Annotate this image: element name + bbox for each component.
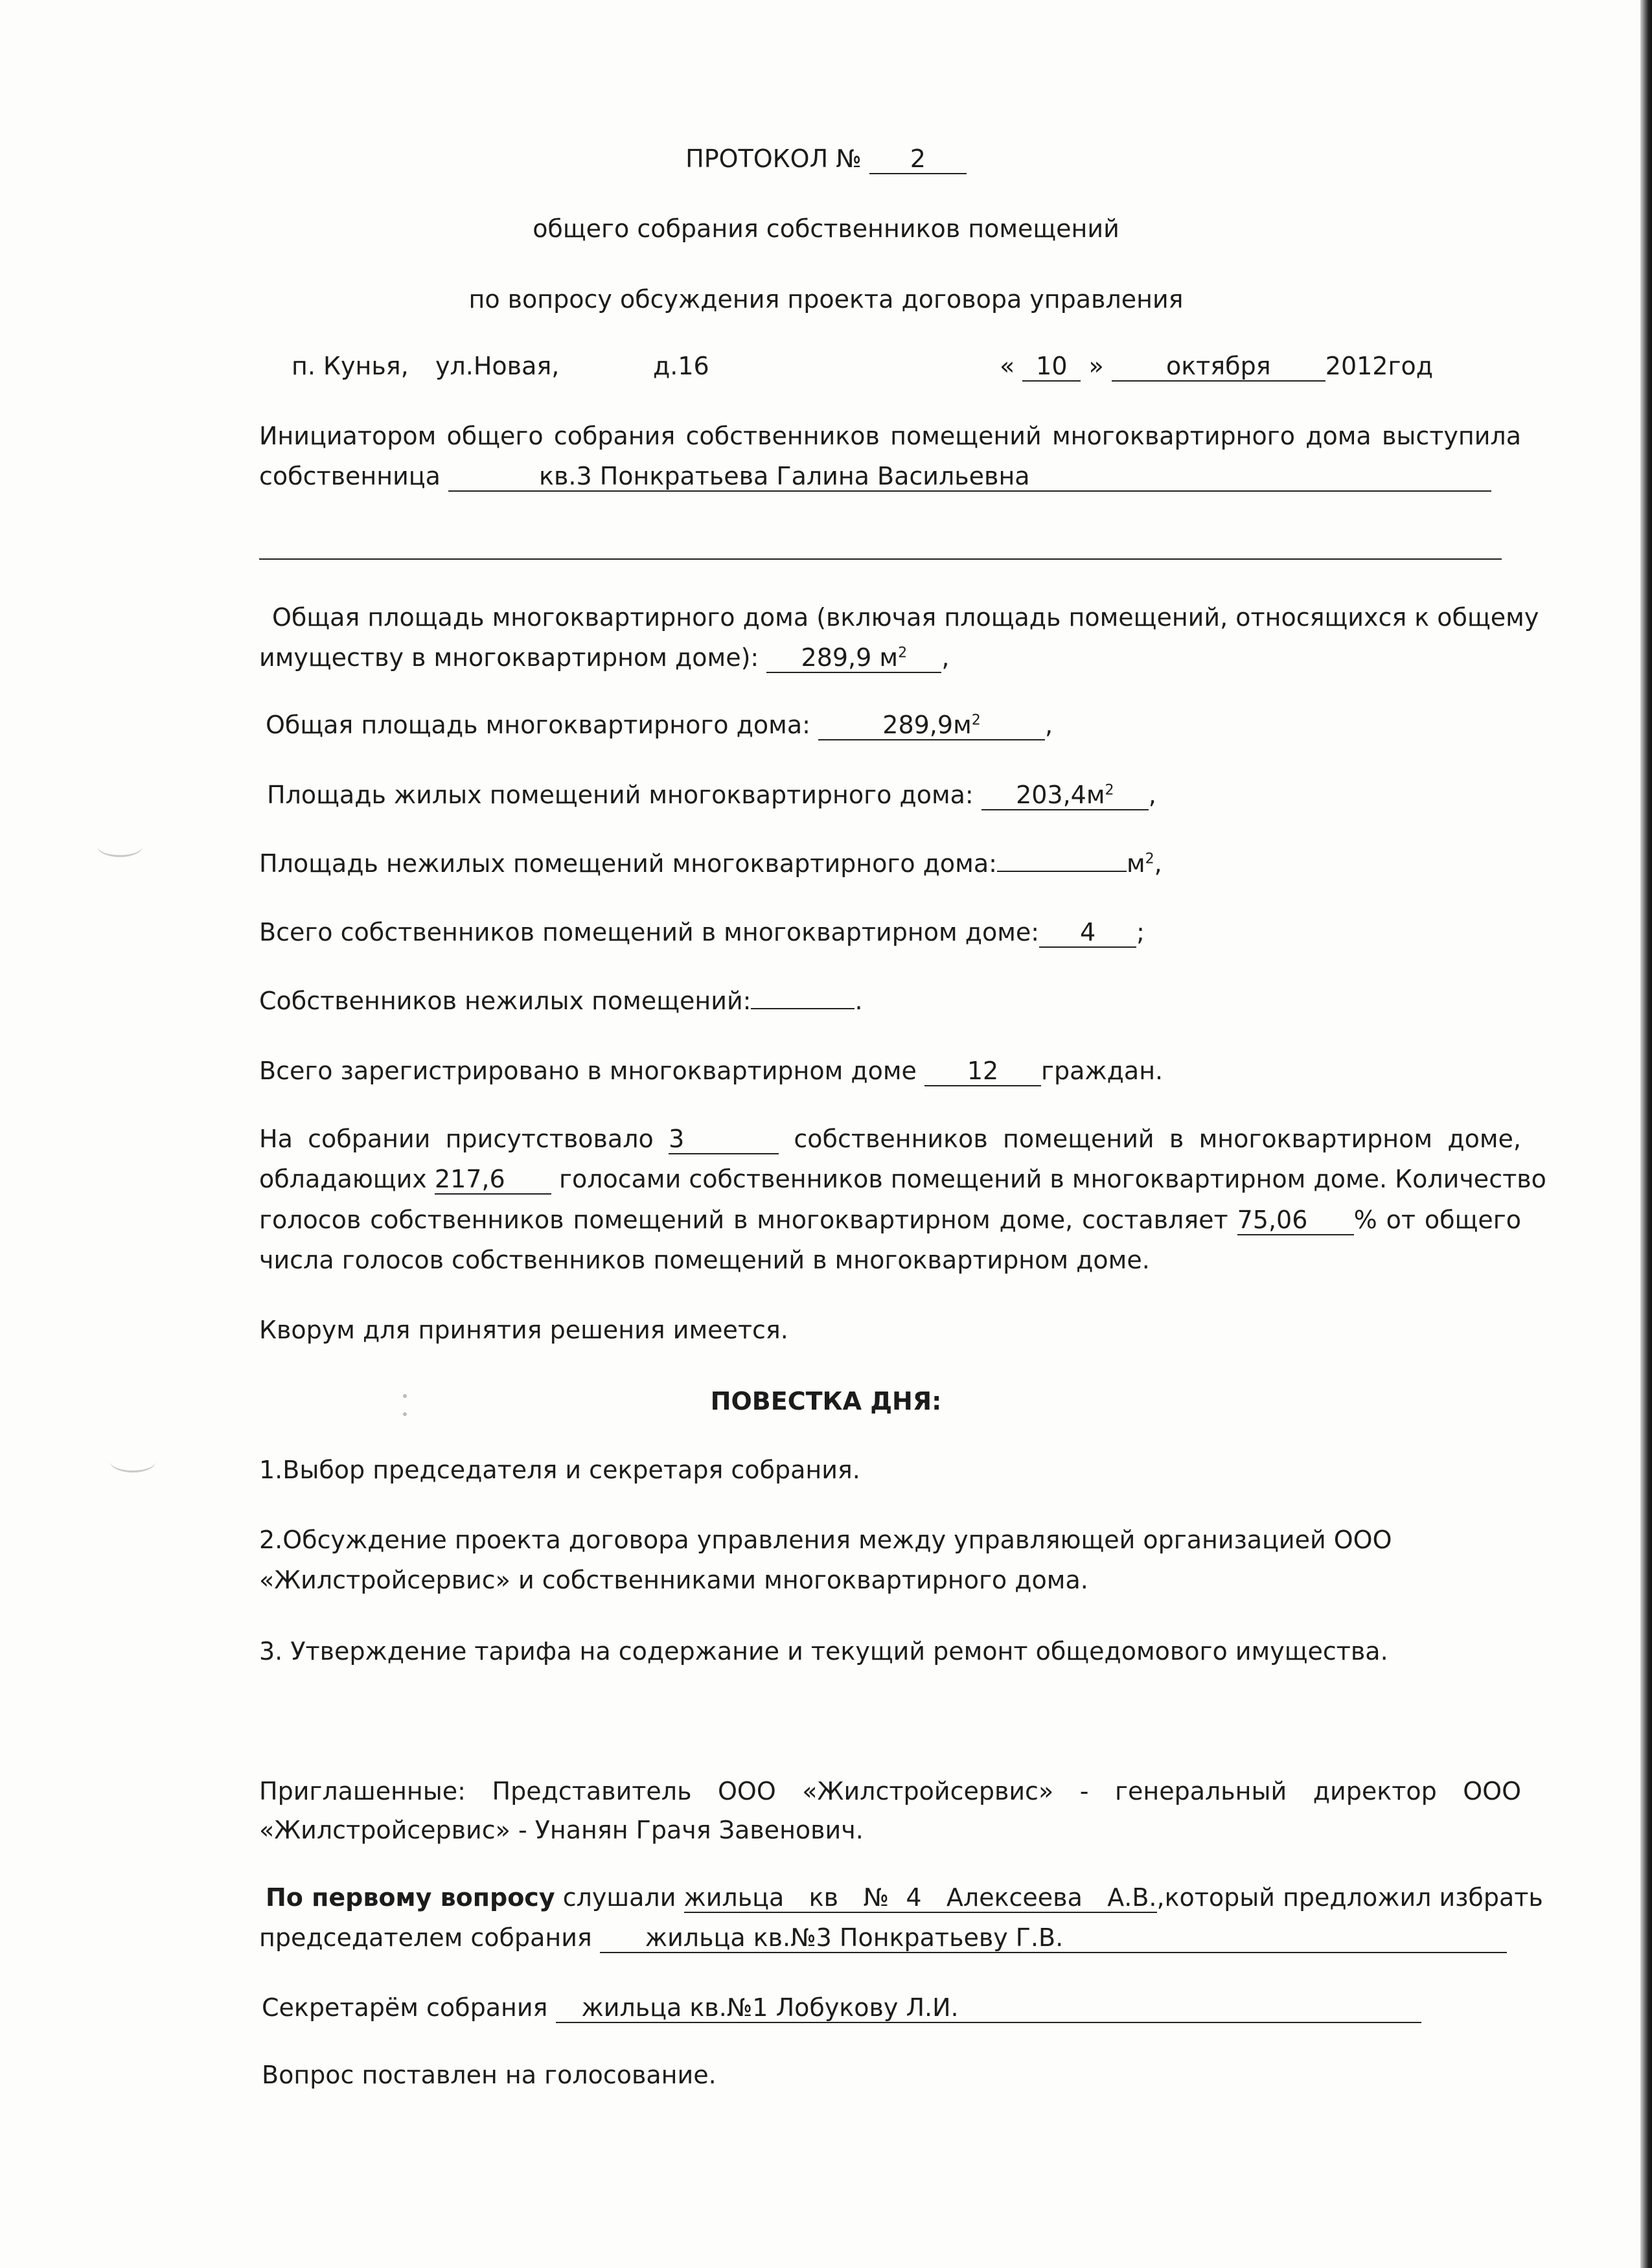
registered-value: 12 [924,1057,1041,1086]
area-total-incl-number: 289,9 м [801,643,899,672]
area-nonliving-sup: 2 [1145,851,1154,867]
area-total-suffix: , [1045,711,1053,739]
area-total-incl-line-1: Общая площадь многоквартирного дома (включая площадь помещений, относящихся к общему [272,603,1539,632]
meeting-date [1000,350,1433,382]
date-month: октября [1112,352,1325,382]
protocol-subtitle-1: общего собрания собственников помещений [533,214,1119,243]
scan-edge [1640,0,1652,2268]
first-question-line-1 [266,1881,1543,1914]
area-living-sup: 2 [1105,782,1114,799]
date-close-quote: » [1088,352,1104,380]
area-nonliving-suffix: , [1154,849,1162,878]
area-total-label: Общая площадь многоквартирного дома: [266,711,810,739]
address-house: д.16 [653,352,709,380]
percent-value: 75,06 [1237,1206,1354,1235]
percent-suffix: % от общего [1353,1206,1521,1234]
area-living-label: Площадь жилых помещений многоквартирного дома: [267,781,974,809]
attendance-prefix: На собрании присутствовало [259,1125,654,1153]
area-total-sup: 2 [971,712,981,729]
owners-nonliving-label: Собственников нежилых помещений: [259,987,751,1015]
scan-artifact [97,836,143,857]
secretary-name: жильца кв.№1 Лобукову Л.И. [556,1993,1421,2023]
owners-nonliving-suffix: . [855,987,863,1015]
scan-artifact [403,1412,407,1416]
chair-name: жильца кв.№3 Понкратьеву Г.В. [600,1923,1507,1953]
attendance-suffix: собственников помещений в многоквартирном доме, [794,1125,1521,1153]
attendance-line-3 [259,1204,1521,1236]
attendance-line-4: числа голосов собственников помещений в многоквартирном доме. [259,1246,1150,1274]
owners-total-suffix: ; [1136,918,1145,946]
owners-total-value: 4 [1039,918,1136,948]
votes-prefix: обладающих [259,1165,427,1193]
address-street: ул.Новая, [435,352,560,380]
owners-total-line [259,916,1145,948]
blank-underline [259,558,1502,560]
area-nonliving-line [259,847,1162,880]
address-settlement: п. Кунья, [292,352,409,380]
area-nonliving-label: Площадь нежилых помещений многоквартирного дома: [259,849,997,878]
secretary-prefix: Секретарём собрания [262,1993,548,2022]
agenda-item-2-line-1: 2.Обсуждение проекта договора управления между управляющей организацией ООО [259,1526,1392,1554]
area-living-value [981,781,1149,810]
votes-value: 217,6 [435,1165,551,1195]
attendance-owners-count: 3 [669,1125,779,1154]
agenda-heading: ПОВЕСТКА ДНЯ: [710,1387,942,1415]
area-nonliving-unit: м [1126,849,1145,878]
date-day: 10 [1022,352,1081,382]
first-question-heading: По первому вопросу [266,1883,555,1912]
agenda-item-3: 3. Утверждение тарифа на содержание и текущий ремонт общедомового имущества. [259,1637,1388,1666]
area-living-number: 203,4м [1016,781,1105,809]
attendance-line-2 [259,1163,1546,1195]
protocol-subtitle-2: по вопросу обсуждения проекта договора управления [468,285,1184,314]
area-total-incl-value [766,643,941,673]
area-total-incl-sup: 2 [898,645,908,661]
owners-total-label: Всего собственников помещений в многоквартирном доме: [259,918,1040,946]
invited-line-2: «Жилстройсервис» - Унанян Грачя Завенович. [259,1816,864,1844]
area-total-incl-suffix: , [941,643,950,672]
scan-artifact [110,1451,155,1472]
first-question-line-2 [259,1921,1507,1954]
invited-line-1: Приглашенные: Представитель ООО «Жилстройсервис» - генеральный директор ООО [259,1777,1521,1805]
vote-text: Вопрос поставлен на голосование. [262,2061,717,2089]
first-question-proposal: ,который предложил избрать [1156,1883,1543,1912]
owners-nonliving-line [259,985,863,1017]
registered-label: Всего зарегистрировано в многоквартирном доме [259,1057,917,1085]
area-living-suffix: , [1148,781,1156,809]
area-total-incl-label: имуществу в многоквартирном доме): [259,643,759,672]
date-year: 2012год [1325,352,1433,380]
protocol-title-label: ПРОТОКОЛ № [685,144,862,173]
quorum-text: Кворум для принятия решения имеется. [259,1316,788,1344]
area-total-incl-line-2 [259,641,949,674]
initiator-prefix: собственница [259,462,441,490]
first-question-speaker: жильца кв №4 Алексеева А.В. [683,1883,1157,1912]
votes-suffix: голосами собственников помещений в многоквартирном доме. Количество [558,1165,1546,1193]
agenda-item-2-line-2: «Жилстройсервис» и собственниками многоквартирного дома. [259,1566,1088,1594]
first-question-heard: слушали [562,1883,676,1912]
agenda-item-1: 1.Выбор председателя и секретаря собрания. [259,1456,860,1484]
initiator-name: кв.3 Понкратьева Галина Васильевна [448,462,1491,492]
attendance-line-1 [259,1123,1521,1155]
area-total-value [818,711,1045,740]
registered-suffix: граждан. [1041,1057,1164,1085]
chair-prefix: председателем собрания [259,1923,592,1952]
protocol-number: 2 [869,144,967,174]
area-living-line [267,779,1156,811]
date-open-quote: « [1000,352,1015,380]
area-nonliving-value [997,871,1127,872]
initiator-line-2 [259,460,1491,492]
area-total-line [266,709,1053,741]
registered-line [259,1055,1163,1087]
scan-artifact [403,1394,407,1398]
owners-nonliving-value [751,1008,855,1009]
protocol-title [0,143,1652,175]
percent-prefix: голосов собственников помещений в многоквартирном доме, составляет [259,1206,1228,1234]
secretary-line [262,1991,1421,2024]
initiator-line-1: Инициатором общего собрания собственников помещений многоквартирного дома выступила [259,422,1521,450]
area-total-number: 289,9м [882,711,972,739]
